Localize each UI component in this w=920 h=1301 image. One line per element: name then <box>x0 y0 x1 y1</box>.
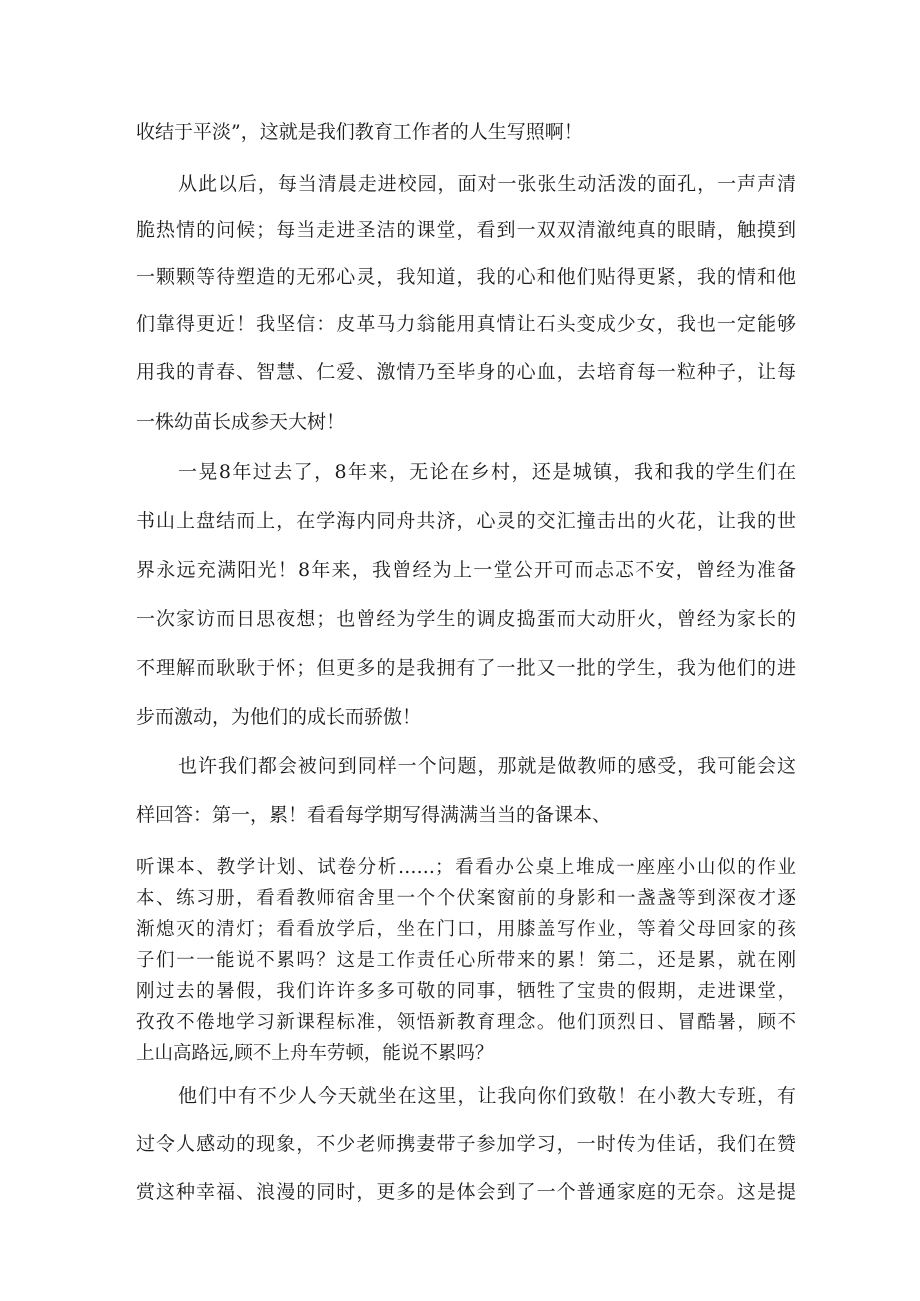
text-line: 一颗颗等待塑造的无邪心灵，我知道，我的心和他们贴得更紧，我的情和他 <box>136 266 796 288</box>
text-line: 听课本、教学计划、试卷分析……；看看办公桌上堆成一座座小山似的作业 <box>136 857 796 878</box>
text-line: 子们一一能说不累吗？这是工作责任心所带来的累！第二，还是累，就在刚 <box>136 950 796 971</box>
text-line: 步而激动，为他们的成长而骄傲！ <box>136 706 422 728</box>
text-line: 也许我们都会被问到同样一个问题，那就是做教师的感受，我可能会这 <box>178 755 796 777</box>
text-line: 书山上盘结而上，在学海内同舟共济，心灵的交汇撞击出的火花，让我的世 <box>136 510 796 532</box>
text-line: 赏这种幸福、浪漫的同时，更多的是体会到了一个普通家庭的无奈。这是提 <box>136 1181 796 1203</box>
text-line: 界永远充满阳光！8年来，我曾经为上一堂公开可而忐忑不安，曾经为准备 <box>136 559 796 581</box>
text-line: 本、练习册，看看教师宿舍里一个个伏案窗前的身影和一盏盏等到深夜才逐 <box>136 888 796 909</box>
text-line: 他们中有不少人今天就坐在这里，让我向你们致敬！在小教大专班，有 <box>178 1085 796 1107</box>
text-line: 不理解而耿耿于怀；但更多的是我拥有了一批又一批的学生，我为他们的进 <box>136 657 796 679</box>
text-line: 渐熄灭的清灯；看看放学后，坐在门口，用膝盖写作业，等着父母回家的孩 <box>136 919 796 940</box>
text-line: 收结于平淡”，这就是我们教育工作者的人生写照啊！ <box>136 121 583 143</box>
text-line: 从此以后，每当清晨走进校园，面对一张张生动活泼的面孔，一声声清 <box>178 173 796 195</box>
text-line: 孜孜不倦地学习新课程标准，领悟新教育理念。他们顶烈日、冒酷暑，顾不 <box>136 1012 796 1033</box>
text-line: 一株幼苗长成参天大树！ <box>136 411 346 433</box>
text-line: 们靠得更近！我坚信：皮革马力翁能用真情让石头变成少女，我也一定能够 <box>136 313 796 335</box>
text-line: 上山高路远,顾不上舟车劳顿，能说不累吗？ <box>136 1043 494 1064</box>
text-line: 刚过去的暑假，我们许许多多可敬的同事，牺牲了宝贵的假期，走进课堂， <box>136 981 796 1002</box>
text-line: 样回答：第一，累！看看每学期写得满满当当的备课本、 <box>136 804 612 826</box>
text-line: 一次家访而日思夜想；也曾经为学生的调皮捣蛋而大动肝火，曾经为家长的 <box>136 608 796 630</box>
text-line: 用我的青春、智慧、仁爱、激情乃至毕身的心血，去培育每一粒种子，让每 <box>136 361 796 383</box>
text-line: 脆热情的问候；每当走进圣洁的课堂，看到一双双清澈纯真的眼睛，触摸到 <box>136 219 796 241</box>
text-line: 过令人感动的现象，不少老师携妻带子参加学习，一时传为佳话，我们在赞 <box>136 1133 796 1155</box>
text-line: 一晃8年过去了，8年来，无论在乡村，还是城镇，我和我的学生们在 <box>178 461 796 483</box>
